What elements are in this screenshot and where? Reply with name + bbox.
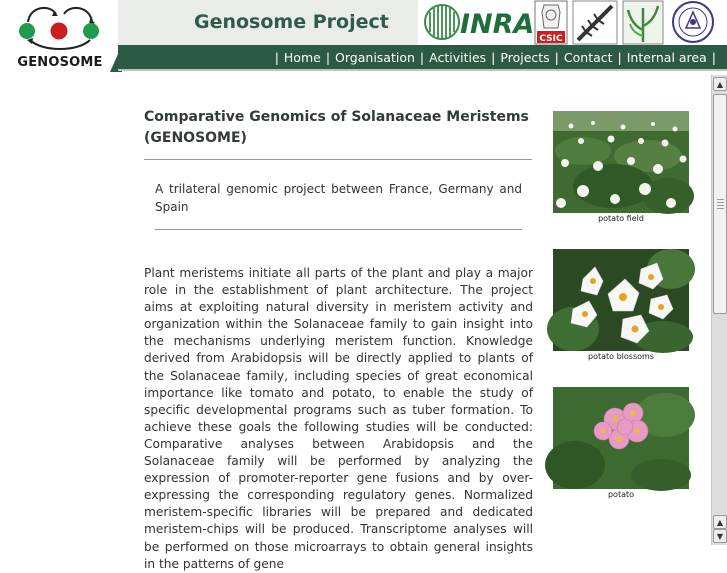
inra-text: INRA xyxy=(460,9,535,40)
csic-logo[interactable] xyxy=(534,0,568,45)
nav-item-activities[interactable]: Activities xyxy=(429,49,487,65)
plant-emblem-icon xyxy=(622,0,664,45)
project-description: Plant meristems initiate all parts of the plant and play a major role in the establishment of plant architecture. The project aims at exploiting natural diversity in meristem activity and organization within the Solanaceae family to gain insight into the mechanisms underlying meristem function. Knowledge derived from Arabidopsis will be directly applied to plants of the Solanaceae family, including species of great economical importance like tomato and potato, to enable the study of specific developmental programs such as tuber formation. To achieve these goals the following studies will be conducted: Comparative analyses between Arabidopsis and the Solanaceae family will be performed by analyzing the expression of promoter-reporter gene fusions and by over-expressing the corresponding regulatory genes. Normalized meristem-specific libraries will be prepared and dedicated meristem-chips will be produced. Transcriptome analyses will be performed on those microarrays to obtain general insights in the patterns of gene xyxy=(144,266,533,571)
site-title: Genosome Project xyxy=(194,11,389,33)
nav-separator: | xyxy=(554,49,559,65)
potato-flower-photo xyxy=(553,387,689,489)
main-navigation xyxy=(270,45,721,69)
logo-text: GENOSOME xyxy=(17,55,103,70)
scrollbar-thumb[interactable] xyxy=(713,94,727,314)
inra-emblem-icon xyxy=(420,0,535,45)
plant-logo[interactable] xyxy=(622,0,664,45)
csic-text: CSIC xyxy=(539,34,563,44)
nav-item-home[interactable]: Home xyxy=(283,49,321,65)
nav-separator: | xyxy=(274,49,279,65)
site-header xyxy=(0,0,727,75)
main-content xyxy=(0,75,711,571)
nav-underline xyxy=(118,69,727,71)
university-seal-icon xyxy=(668,0,718,45)
scroll-up-button-lower[interactable]: ▲ xyxy=(713,515,727,529)
potato-field-photo xyxy=(553,111,689,213)
nav-separator: | xyxy=(325,49,331,65)
inra-logo[interactable] xyxy=(420,0,535,45)
page-title: Comparative Genomics of Solanaceae Meristems (GENOSOME) xyxy=(144,109,529,146)
csic-emblem-icon xyxy=(534,0,568,45)
photo-caption: potato xyxy=(607,490,635,499)
potato-flower-image xyxy=(553,387,689,489)
nav-item-projects[interactable]: Projects xyxy=(500,49,550,65)
nav-item-internal-area[interactable]: Internal area xyxy=(626,49,707,65)
scrollbar-grip-icon xyxy=(717,199,724,211)
nav-separator: | xyxy=(617,49,622,65)
photo-caption: potato blossoms xyxy=(588,352,654,361)
scroll-up-button[interactable]: ▲ xyxy=(713,77,727,91)
heading-divider xyxy=(144,159,532,160)
project-subtitle: A trilateral genomic project between France, Germany and Spain xyxy=(155,182,522,214)
mpi-logo[interactable] xyxy=(572,0,618,45)
nav-separator: | xyxy=(491,49,496,65)
scroll-down-button[interactable]: ▼ xyxy=(713,529,727,543)
potato-blossoms-photo xyxy=(553,249,689,351)
nav-separator: | xyxy=(419,49,425,65)
potato-blossoms-image xyxy=(553,249,689,351)
mpi-emblem-icon xyxy=(572,0,618,45)
nav-separator: | xyxy=(711,49,716,65)
logo-graphic-icon xyxy=(8,2,112,56)
nav-item-contact[interactable]: Contact xyxy=(563,49,613,65)
nav-item-organisation[interactable]: Organisation xyxy=(335,49,415,65)
photo-caption: potato field xyxy=(598,214,644,223)
genosome-logo[interactable] xyxy=(0,0,118,75)
potato-field-image xyxy=(553,111,689,213)
university-seal-logo[interactable] xyxy=(668,0,718,45)
vertical-scrollbar[interactable] xyxy=(711,75,727,545)
subtitle-divider xyxy=(155,229,522,230)
